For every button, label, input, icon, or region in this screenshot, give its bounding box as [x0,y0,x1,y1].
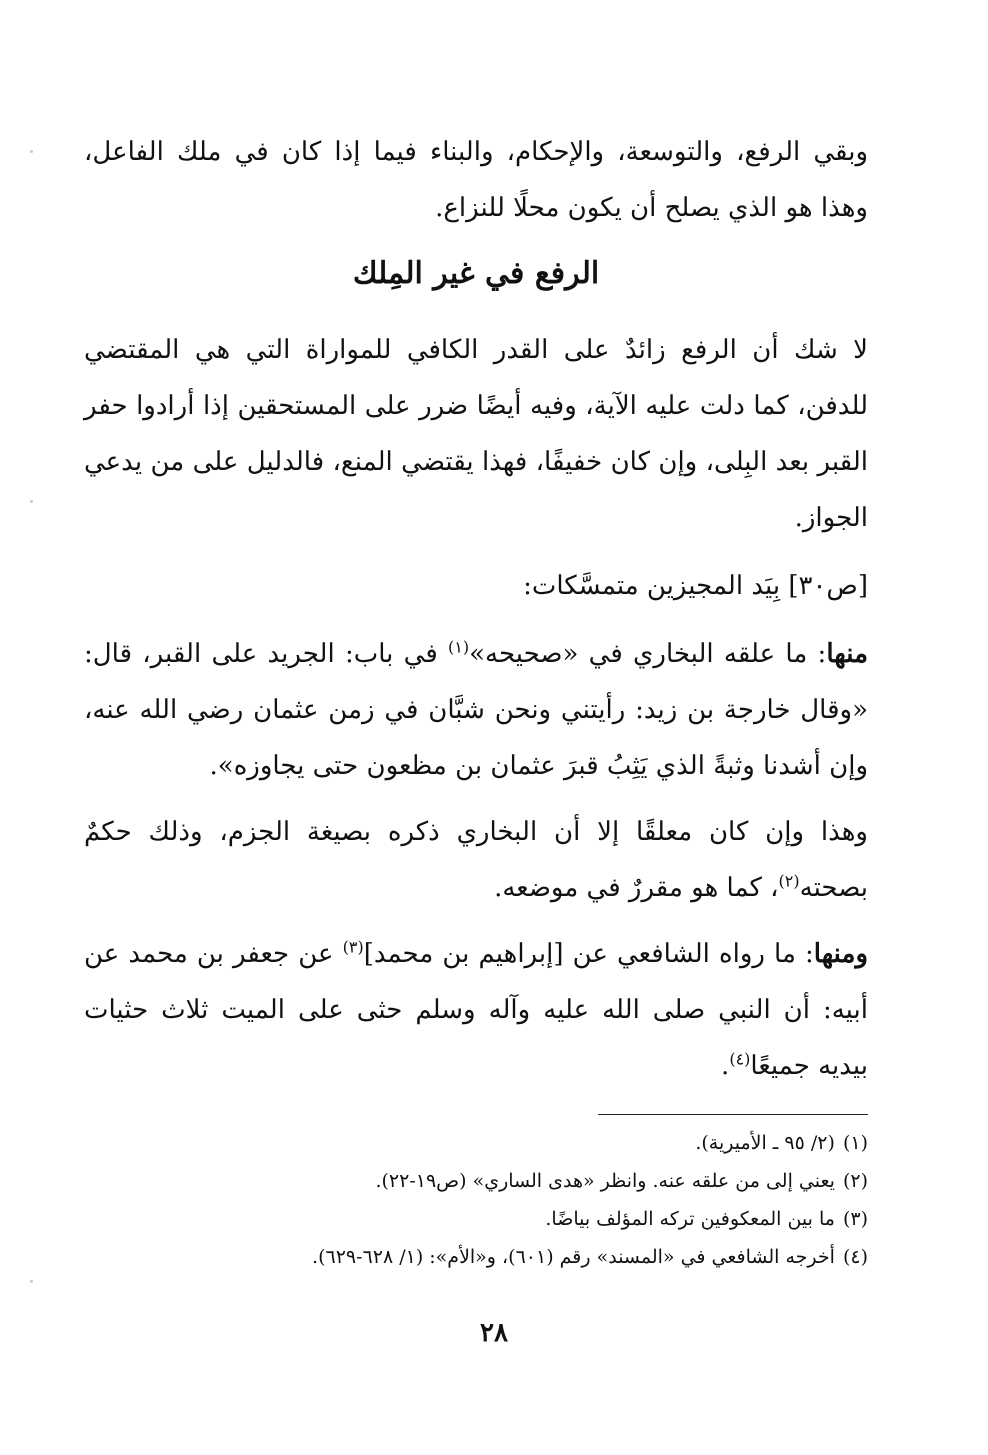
opening-paragraph-block [84,124,868,236]
paragraph-shafii-narration [84,926,868,1094]
bukhari-text-b: في باب: الجريد على القبر، قال: «وقال خارجة بن زيد: رأيتني ونحن شبَّان في زمن عثمان رضي الله عنه، وإن أشدنا وثبةً الذي يَثِبُ قبرَ عثمان بن مظعون حتى يجاوزه». [84,639,868,781]
footnote-ref-4[interactable]: (٤) [729,1049,751,1069]
scan-speck [30,1280,33,1283]
paragraph-burial-mound: لا شك أن الرفع زائدٌ على القدر الكافي للمواراة التي هي المقتضي للدفن، كما دلت عليه الآية، وفيه أيضًا ضرر على المستحقين إذا أرادوا حفر القبر بعد البِلى، وإن كان خفيفًا، فهذا يقتضي المنع، فالدليل على من يدعي الجواز. [84,335,868,533]
footnote-ref-3[interactable]: (٣) [342,937,364,957]
main-text-block [84,322,868,1094]
footnote-1 [84,1124,868,1162]
lead-word-waminha: ومنها [813,939,868,969]
footnote-text: ما بين المعكوفين تركه المؤلف بياضًا. [545,1208,835,1230]
footnote-number: (١) [842,1132,868,1154]
footnote-number: (٤) [842,1246,868,1268]
bukhari-text-a: : ما علقه البخاري في «صحيحه» [469,639,827,669]
footnote-4 [84,1238,868,1276]
footnotes-section [84,1124,868,1276]
shafii-text-c: . [721,1051,730,1081]
footnote-number: (٣) [842,1208,868,1230]
paragraph-permitters-evidence: [ص٣٠] بِيَد المجيزين متمسَّكات: [523,571,868,601]
footnote-3 [84,1200,868,1238]
paragraph-bukhari-narration [84,626,868,794]
footnote-separator-line [598,1114,868,1115]
scan-speck [30,500,33,503]
page-number: ٢٨ [480,1318,508,1348]
paragraph-muallaq-ruling [84,804,868,916]
section-heading: الرفع في غير المِلك [352,256,600,291]
shafii-text-a: : ما رواه الشافعي عن [إبراهيم بن محمد] [363,939,814,969]
footnote-text: يعني إلى من علقه عنه. وانظر «هدى الساري» (ص١٩-٢٢). [375,1170,835,1192]
shafii-text-b: عن جعفر بن محمد عن أبيه: أن النبي صلى الله عليه وآله وسلم حثى على الميت ثلاث حثيات بيديه جميعًا [84,939,868,1081]
footnote-ref-2[interactable]: (٢) [778,871,800,891]
footnote-2 [84,1162,868,1200]
scan-speck [30,150,33,153]
muallaq-text-b: ، كما هو مقررٌ في موضعه. [494,873,779,903]
muallaq-text-a: وهذا وإن كان معلقًا إلا أن البخاري ذكره بصيغة الجزم، وذلك حكمٌ بصحته [84,817,868,903]
footnote-number: (٢) [842,1170,868,1192]
lead-word-minha: منها [826,639,868,669]
footnote-ref-1[interactable]: (١) [448,637,470,657]
opening-paragraph: وبقي الرفع، والتوسعة، والإحكام، والبناء فيما إذا كان في ملك الفاعل، وهذا هو الذي يصلح أن يكون محلًا للنزاع. [84,137,868,223]
footnote-text: أخرجه الشافعي في «المسند» رقم (٦٠١)، و«الأم»: (١/ ٦٢٨-٦٢٩). [312,1246,835,1268]
footnote-text: (٢/ ٩٥ ـ الأميرية). [695,1132,835,1154]
